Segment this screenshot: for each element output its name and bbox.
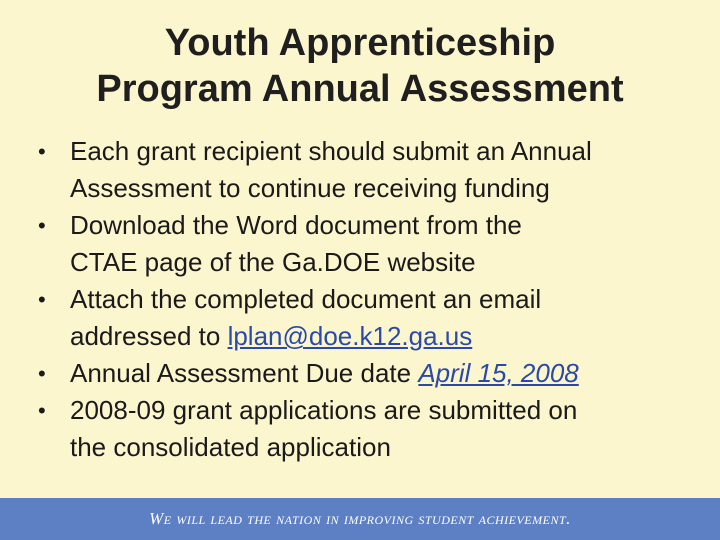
bullet-item-due-date bbox=[38, 355, 698, 392]
bullet-item-attach bbox=[38, 281, 698, 355]
bullet-5-line-2: the consolidated application bbox=[70, 432, 391, 462]
bullet-dot-icon: • bbox=[38, 213, 46, 238]
bullet-2-line-1: Download the Word document from the bbox=[70, 210, 522, 240]
title-line-2: Program Annual Assessment bbox=[96, 68, 624, 110]
bullet-item-download bbox=[38, 207, 698, 281]
email-link[interactable]: lplan@doe.k12.ga.us bbox=[227, 321, 473, 351]
title-line-1: Youth Apprenticeship bbox=[164, 22, 556, 64]
bullet-1-line-2: Assessment to continue receiving funding bbox=[70, 173, 550, 203]
due-date-link[interactable]: April 15, 2008 bbox=[418, 358, 579, 388]
bullet-4-prefix: Annual Assessment Due date bbox=[70, 358, 419, 388]
bullet-dot-icon: • bbox=[38, 139, 46, 164]
bullet-list bbox=[38, 133, 698, 466]
bullet-3-line-2-prefix: addressed to bbox=[70, 321, 228, 351]
footer-slogan: We will lead the nation in improving student achievement. bbox=[149, 509, 571, 528]
slide-title bbox=[20, 20, 700, 112]
bullet-5-line-1: 2008-09 grant applications are submitted on bbox=[70, 395, 578, 425]
bullet-1-line-1: Each grant recipient should submit an Annual bbox=[70, 136, 592, 166]
bullet-item-submit bbox=[38, 133, 698, 207]
bullet-dot-icon: • bbox=[38, 361, 46, 386]
bullet-dot-icon: • bbox=[38, 287, 46, 312]
bullet-3-line-1: Attach the completed document an email bbox=[70, 284, 542, 314]
bullet-dot-icon: • bbox=[38, 398, 46, 423]
bullet-item-applications bbox=[38, 392, 698, 466]
footer-band bbox=[0, 498, 720, 540]
bullet-2-line-2: CTAE page of the Ga.DOE website bbox=[70, 247, 476, 277]
